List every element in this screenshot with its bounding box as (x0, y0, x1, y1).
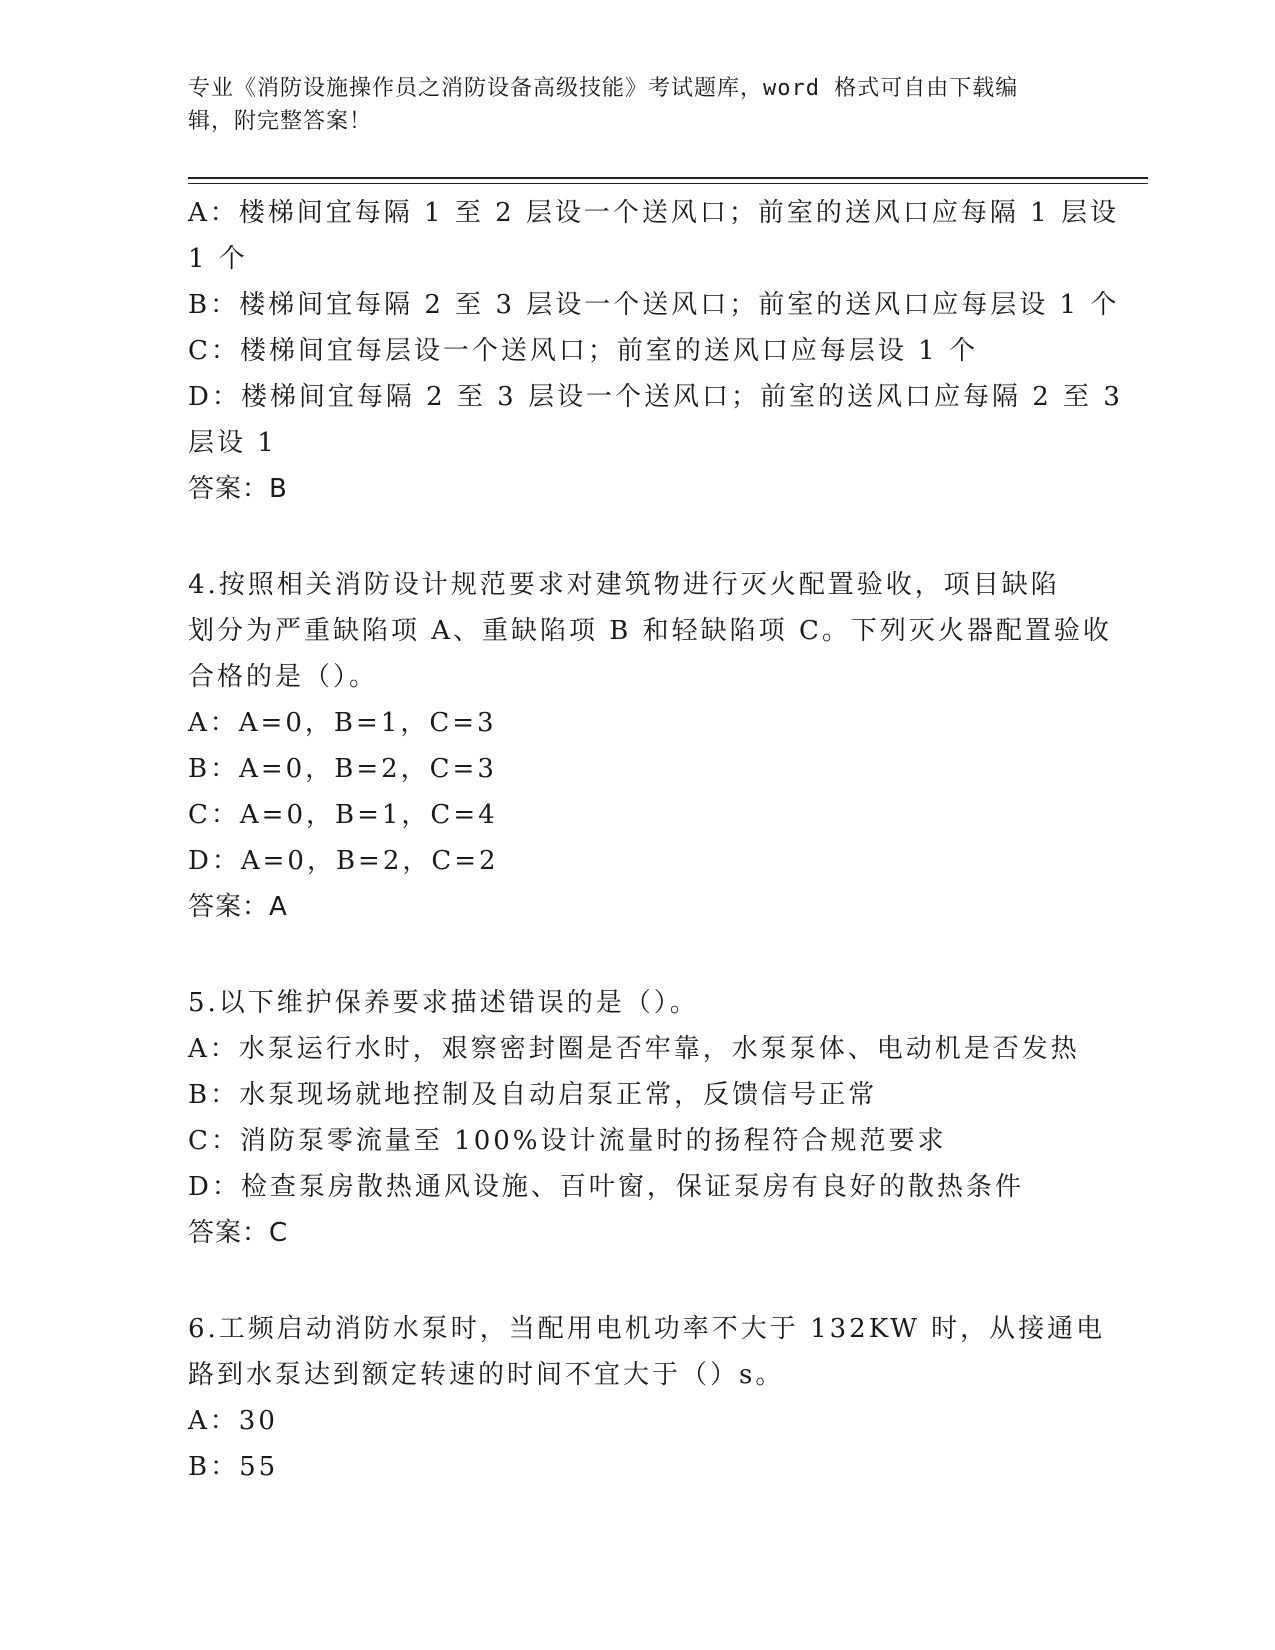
q5-option-b: B：水泵现场就地控制及自动启泵正常，反馈信号正常 (188, 1080, 878, 1110)
q5-option-c: C：消防泵零流量至 100%设计流量时的扬程符合规范要求 (188, 1126, 947, 1156)
q4-option-a: A：A=0，B=1，C=3 (188, 708, 497, 738)
q4-option-d: D：A=0，B=2，C=2 (188, 846, 499, 876)
question-5 (188, 980, 1088, 1256)
q6-stem-line-1: 6.工频启动消防水泵时，当配用电机功率不大于 132KW 时，从接通电 (188, 1314, 1106, 1344)
question-list (188, 190, 1123, 1490)
header-divider-thick (188, 177, 1148, 179)
q4-option-c: C：A=0，B=1，C=4 (188, 800, 498, 830)
question-4 (188, 562, 1112, 930)
question-6 (188, 1306, 1106, 1490)
q4-option-b: B：A=0，B=2，C=3 (188, 754, 497, 784)
spacer (188, 1256, 1088, 1306)
q3-answer: 答案：B (188, 474, 288, 504)
question-3 (188, 190, 1123, 512)
header-divider-thin (188, 183, 1148, 184)
document-header (188, 72, 1088, 138)
q6-stem-line-2: 路到水泵达到额定转速的时间不宜大于（）s。 (188, 1360, 785, 1390)
q5-option-d: D：检查泵房散热通风设施、百叶窗，保证泵房有良好的散热条件 (188, 1172, 1024, 1202)
q3-option-a-line-2: 1 个 (188, 244, 248, 274)
q3-option-c: C：楼梯间宜每层设一个送风口；前室的送风口应每层设 1 个 (188, 336, 978, 366)
header-line-2: 辑，附完整答案！ (188, 109, 373, 134)
q3-option-d-line-2: 层设 1 (188, 428, 277, 458)
q6-option-b: B：55 (188, 1452, 279, 1482)
q4-stem-line-2: 划分为严重缺陷项 A、重缺陷项 B 和轻缺陷项 C。下列灭火器配置验收 (188, 616, 1112, 646)
spacer (188, 512, 1088, 562)
q4-stem-line-1: 4.按照相关消防设计规范要求对建筑物进行灭火配置验收，项目缺陷 (188, 570, 1060, 600)
q5-stem: 5.以下维护保养要求描述错误的是（）。 (188, 988, 699, 1018)
q4-stem-line-3: 合格的是（）。 (188, 662, 379, 692)
q5-answer: 答案：C (188, 1218, 289, 1248)
header-line-1: 专业《消防设施操作员之消防设备高级技能》考试题库，word 格式可自由下载编 (188, 76, 1019, 101)
q6-option-a: A：30 (188, 1406, 278, 1436)
q3-option-a-line-1: A：楼梯间宜每隔 1 至 2 层设一个送风口；前室的送风口应每隔 1 层设 (188, 198, 1119, 228)
q4-answer: 答案：A (188, 892, 288, 922)
q5-option-a: A：水泵运行水时，艰察密封圈是否牢靠，水泵泵体、电动机是否发热 (188, 1034, 1080, 1064)
spacer (188, 930, 1088, 980)
q3-option-b: B：楼梯间宜每隔 2 至 3 层设一个送风口；前室的送风口应每层设 1 个 (188, 290, 1120, 320)
q3-option-d-line-1: D：楼梯间宜每隔 2 至 3 层设一个送风口；前室的送风口应每隔 2 至 3 (188, 382, 1123, 412)
